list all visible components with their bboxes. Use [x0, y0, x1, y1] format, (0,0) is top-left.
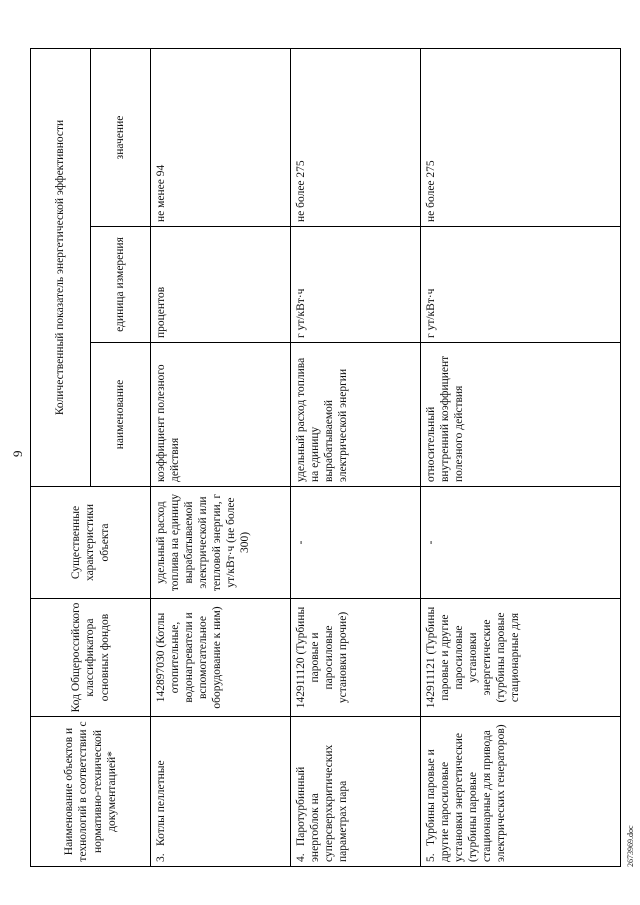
header-code: Код Общероссийского классификатора основных фондов	[31, 599, 151, 717]
row-indicator-value: не менее 94	[151, 48, 291, 226]
row-indicator-name: относительный внутренний коэффициент полезного действия	[421, 343, 621, 487]
doc-reference: 2673969.doc	[626, 825, 635, 867]
row-indicator-name: удельный расход топлива на единицу вырабатываемой электрической энергии	[291, 343, 421, 487]
energy-efficiency-table	[30, 48, 621, 867]
header-name: Наименование объектов и технологий в соответствии с нормативно-технической документацией*	[31, 717, 151, 867]
row-name: Турбины паровые и другие паросиловые установки энергетические (турбины паровые стационарные для привода электрических генераторов)	[425, 724, 508, 862]
header-indicator-group: Количественный показатель энергетической эффективности	[31, 48, 91, 486]
row-indicator-unit: г ут/кВт·ч	[421, 227, 621, 343]
header-characteristics: Существенные характеристики объекта	[31, 487, 151, 599]
table-row	[151, 48, 291, 866]
header-indicator-name: наименование	[91, 343, 151, 487]
row-number: 5.	[425, 853, 437, 862]
row-indicator-value: не более 275	[291, 48, 421, 226]
row-name-cell	[421, 717, 621, 867]
row-indicator-name: коэффициент полезного действия	[151, 343, 291, 487]
row-characteristics: удельный расход топлива на единицу вырабатываемой электрической или тепловой энергии, г ут/кВт·ч (не более 300)	[151, 487, 291, 599]
row-indicator-value: не более 275	[421, 48, 621, 226]
header-indicator-value: значение	[91, 48, 151, 226]
row-name-cell	[151, 717, 291, 867]
row-number: 4.	[295, 853, 307, 862]
row-code: 142911121 (Турбины паровые и другие паросиловые установки энергетические (турбины паровые стационарные для	[421, 599, 621, 717]
row-characteristics: -	[291, 487, 421, 599]
row-name-cell	[291, 717, 421, 867]
table-row	[291, 48, 421, 866]
page-number: 9	[10, 450, 25, 457]
row-indicator-unit: процентов	[151, 227, 291, 343]
table-row	[421, 48, 621, 866]
row-name: Котлы пеллетные	[155, 760, 167, 846]
row-indicator-unit: г ут/кВт·ч	[291, 227, 421, 343]
header-indicator-unit: единица измерения	[91, 227, 151, 343]
row-number: 3.	[155, 853, 167, 862]
row-characteristics: -	[421, 487, 621, 599]
row-code: 142911120 (Турбины паровые и паросиловые установки прочие)	[291, 599, 421, 717]
row-code: 142897030 (Котлы отопительные, водонагреватели и вспомогательное оборудование к ним)	[151, 599, 291, 717]
row-name: Паротурбинный энергоблок на суперсверхкритических параметрах пара	[295, 744, 350, 862]
